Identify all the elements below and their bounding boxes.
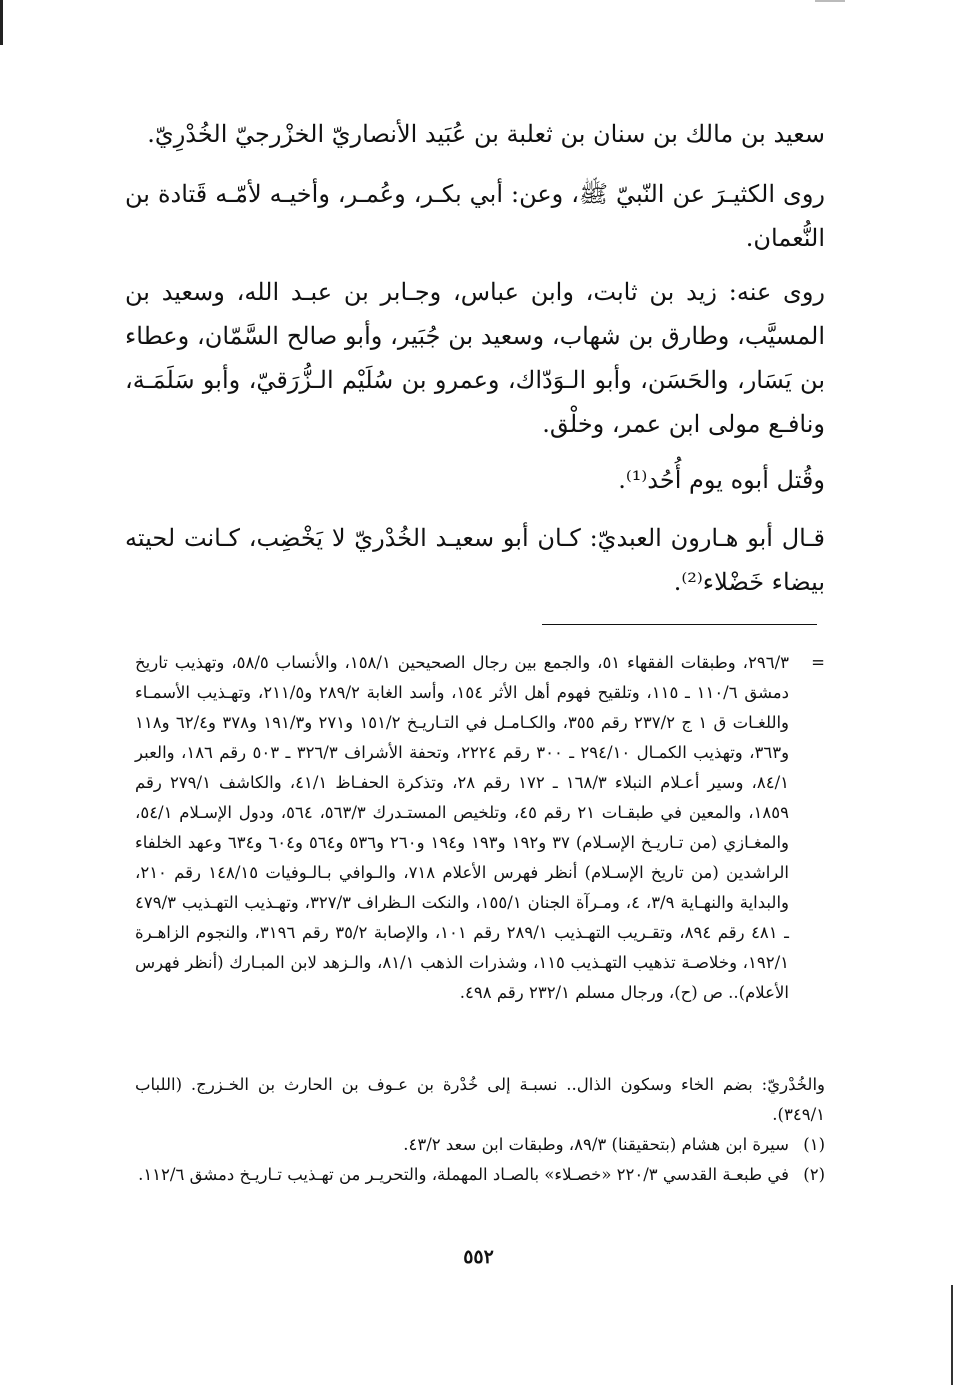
scan-edge-right bbox=[951, 1285, 953, 1385]
footnote-item bbox=[135, 1160, 825, 1190]
footnote-marker: (١) bbox=[803, 1135, 825, 1154]
paragraph-father-killed: وقُتل أبوه يوم أُحُد⁽¹⁾. bbox=[618, 466, 825, 494]
footnote-separator bbox=[542, 624, 817, 625]
paragraph-narrated-from: روى الكثيـرَ عن النّبيّ ﷺ، وعن: أبي بكـر، وعُمـر، وأخيـه لأمّـه قَتادة بن النُّعمان. bbox=[125, 180, 825, 252]
footnote-list bbox=[135, 1130, 825, 1190]
paragraph-narrators: روى عنه: زيد بن ثابت، وابن عباس، وجـابر بن عبـد الله، وسعيد بن المسيَّب، وطارق بن شهاب، وسعيد بن جُبَير، وأبو صالح السَّمّان، وعطاء بن يَسَار، والحَسَن، وأبو الـوَدّاك، وعمرو بن سُلَيْم الـزُّرَقيّ، وأبو سَلَمَـة، ونافـع مولى ابن عمر، وخلْق. bbox=[125, 278, 825, 438]
paragraph-beard: قـال أبو هـارون العبديّ: كـان أبو سعيـد الخُدْريّ لا يَخْضِب، كـانت لحيته بيضاء خَضْلاء⁽²⁾. bbox=[125, 524, 825, 596]
footnote-gloss-text: والخُدْريّ: بضم الخاء وسكون الذال.. نسبـة إلى خُدْرة بن عـوف بن الحارث بن الخـزرج. (اللباب ٣٤٩/١). bbox=[135, 1075, 825, 1124]
scan-edge-top bbox=[815, 0, 845, 2]
footnote-text: سيرة ابن هشام (بتحقيقنا) ٨٩/٣، وطبقات ابن سعد ٤٣/٢. bbox=[403, 1135, 789, 1154]
footnote-gloss-row bbox=[135, 1070, 825, 1130]
footnote-continuation bbox=[135, 648, 825, 1008]
main-text-block-5 bbox=[125, 516, 825, 604]
scan-edge-left bbox=[0, 0, 3, 45]
footnote-gloss bbox=[135, 1070, 825, 1130]
main-text-block-3 bbox=[125, 270, 825, 446]
footnote-item bbox=[135, 1130, 825, 1160]
footnote-continuation-row bbox=[135, 648, 825, 1008]
footnote-continuation-text: ٢٩٦/٣، وطبقات الفقهاء ٥١، والجمع بين رجال الصحيحين ١٥٨/١، والأنساب ٥٨/٥، وتهذيب تاريخ دمشق ١١٠/٦ ـ ١١٥، وتلقيح فهوم أهل الأثر ١٥٤، وأسد الغابة ٢٨٩/٢ و٢١١/٥، وتهـذيب الأسمـاء واللغـات ق ١ ج ٢٣٧/٢ رقم ٣٥٥، والكـامـل في التـاريـخ ١٥١/٢ و٢٧١ و١٩١/٣ و٣٧٨ و٦٢/٤ و١١٨ و٣٦٣، وتهذيب الكمـال ٢٩٤/١٠ ـ ٣٠٠ رقم ٢٢٢٤، وتحفة الأشراف ٣٢٦/٣ ـ ٥٠٣ رقم ١٨٦، والعبر ٨٤/١، وسير أعـلام النبلاء ١٦٨/٣ ـ ١٧٢ رقم ٢٨، وتذكرة الحفـاظ ٤١/١، والكاشف ٢٧٩/١ رقم ١٨٥٩، والمعين في طبقـات ٢١ رقم ٤٥، وتلخيص المستـدرك ٥٦٣/٣، ٥٦٤، ودول الإسـلام ٥٤/١، والمغـازي (من تـاريـخ الإسـلام) ٣٧ و١٩٢ و١٩٣ و١٩٤ و٢٦٠ و٥٣٦ و٥٦٤ و٦٠٤ و٦٣٤ وعهد الخلفاء الراشدين (من تاريخ الإسـلام) أنظر فهرس الأعلام ٧١٨، والـوافي بـالـوفيات ١٤٨/١٥ رقم ٢١٠، والبداية والنهـاية ٣/٩، ٤، ومـرآة الجنان ١٥٥/١، والنكت الـظراف ٣٢٧/٣، وتهـذيب التهـذيب ٤٧٩/٣ ـ ٤٨١ رقم ٨٩٤، وتقـريب التهـذيب ٢٨٩/١ رقم ١٠١، والإصابة ٣٥/٢ رقم ٣١٩٦، والنجوم الزاهـرة ١٩٢/١، وخلاصـة تذهيب التهـذيب ١١٥، وشذرات الذهب ٨١/١، والـزهد لابن المبـارك (أنظر فهرس الأعلام).. ص (ح)، ورجال مسلم ٢٣٢/١ رقم ٤٩٨. bbox=[135, 653, 790, 1002]
page-number: ٥٥٢ bbox=[463, 1246, 494, 1268]
footnote-continuation-marker: = bbox=[811, 653, 825, 672]
footnote-marker: (٢) bbox=[803, 1165, 825, 1184]
main-text-block-2 bbox=[125, 172, 825, 260]
footnote-text: في طبعـة القدسي ٢٢٠/٣ «خصـلاء» بالصـاد المهملة، والتحريـر من تهـذيب تـاريـخ دمشق ١١٢/٦. bbox=[138, 1165, 789, 1184]
main-text-block-1 bbox=[125, 112, 825, 156]
paragraph-name-lineage: سعيد بن مالك بن سنان بن ثعلبة بن عُبَيد الأنصاريّ الخزْرجيّ الخُدْرِيّ. bbox=[147, 120, 825, 148]
main-text-block-4 bbox=[125, 458, 825, 502]
